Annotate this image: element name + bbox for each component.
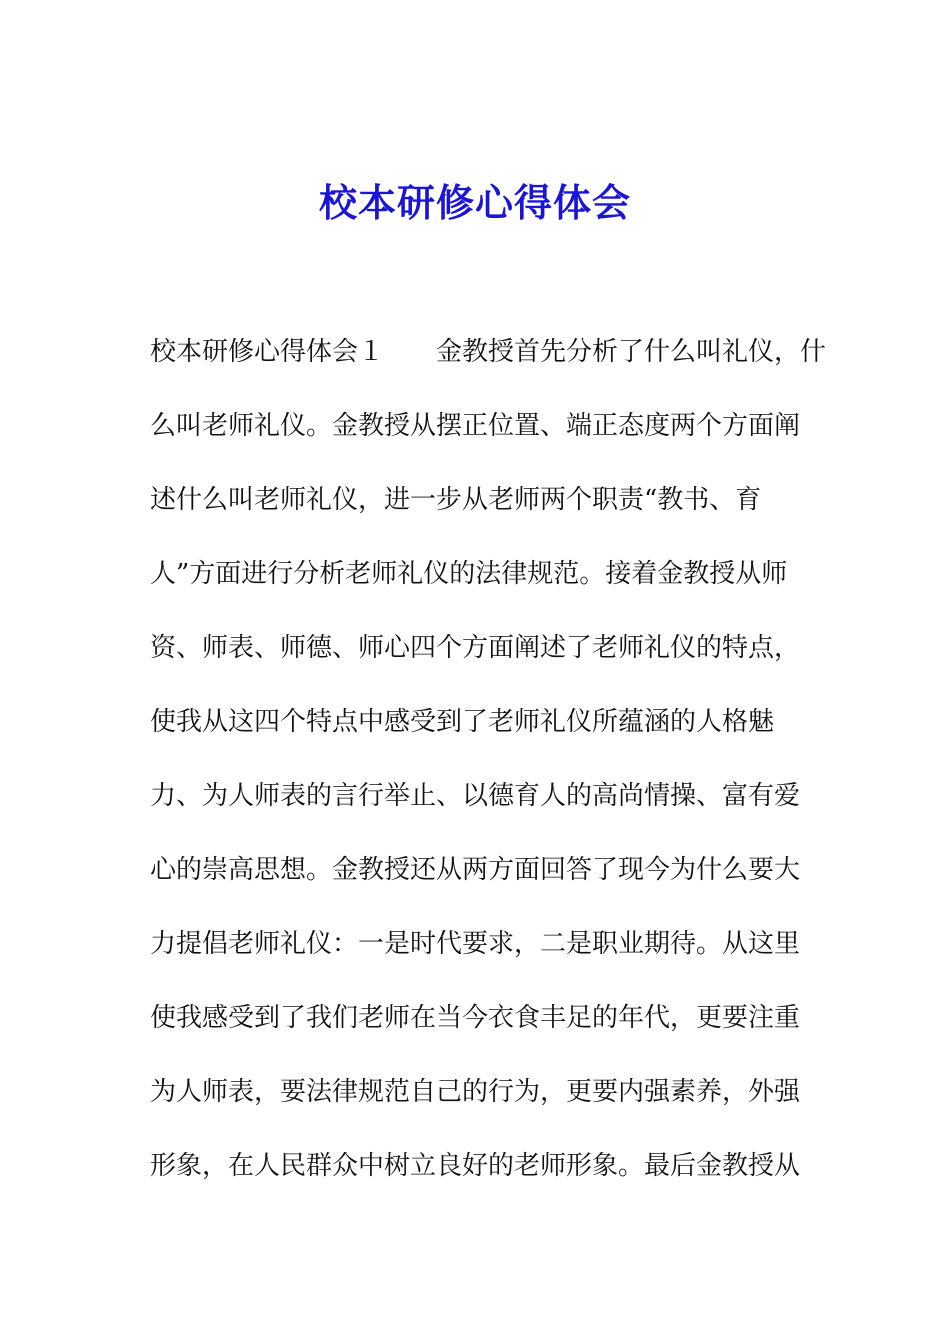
paragraph-line: 人”方面进行分析老师礼仪的法律规范。接着金教授从师	[150, 559, 788, 589]
paragraph-line	[150, 331, 827, 405]
paragraph-line: 形象，在人民群众中树立良好的老师形象。最后金教授从	[150, 1151, 801, 1181]
section-heading: 校本研修心得体会１	[150, 337, 385, 367]
paragraph-line: 心的崇高思想。金教授还从两方面回答了现今为什么要大	[150, 855, 801, 885]
paragraph-line: 为人师表，要法律规范自己的行为，更要内强素养，外强	[150, 1077, 801, 1107]
paragraph-line: 么叫老师礼仪。金教授从摆正位置、端正态度两个方面阐	[150, 411, 801, 441]
paragraph-line: 资、师表、师德、师心四个方面阐述了老师礼仪的特点，	[150, 633, 801, 663]
paragraph-line-text: 金教授首先分析了什么叫礼仪，什	[436, 337, 827, 367]
document-body	[150, 331, 827, 1219]
paragraph-line: 力、为人师表的言行举止、以德育人的高尚情操、富有爱	[150, 781, 801, 811]
paragraph-line: 使我从这四个特点中感受到了老师礼仪所蕴涵的人格魅	[150, 707, 775, 737]
paragraph-line: 述什么叫老师礼仪，进一步从老师两个职责“教书、育	[150, 485, 762, 515]
document-title: 校本研修心得体会	[318, 180, 631, 225]
paragraph-line: 力提倡老师礼仪：一是时代要求，二是职业期待。从这里	[150, 929, 801, 959]
paragraph-line: 使我感受到了我们老师在当今衣食丰足的年代，更要注重	[150, 1003, 801, 1033]
